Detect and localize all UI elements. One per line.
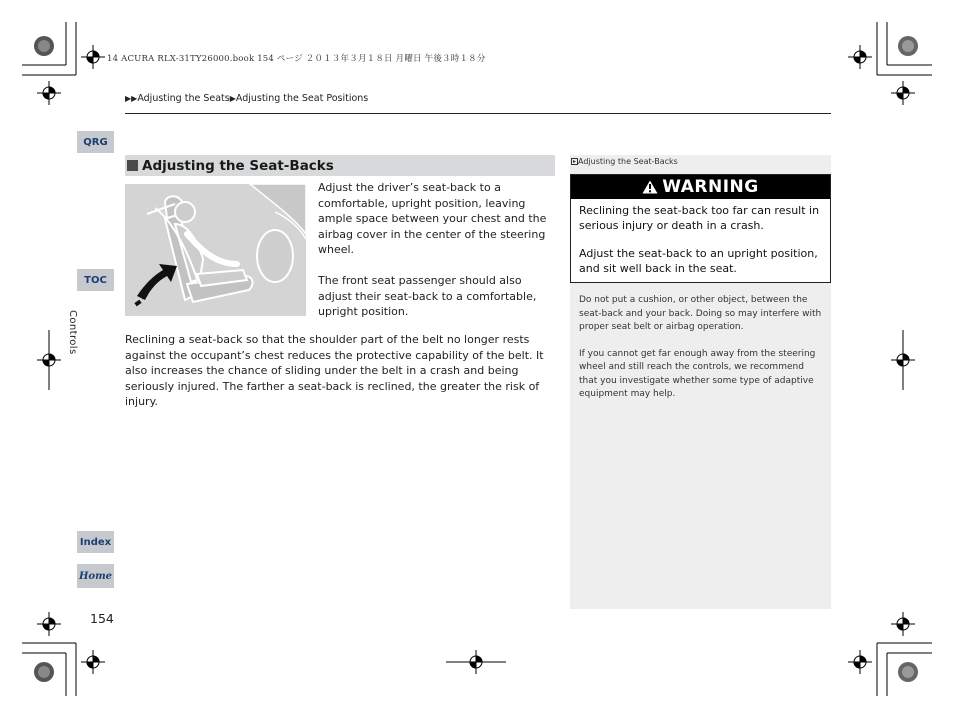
section-square-icon [127,160,138,171]
warning-box [570,174,831,283]
page-number: 154 [90,611,114,626]
triangle-icon: ▶ [229,94,236,103]
reference-label: Adjusting the Seat-Backs [578,157,678,166]
intro-text [318,180,558,335]
warning-paragraph: Adjust the seat-back to an upright position, and sit well back in the seat. [579,246,818,276]
warning-title: WARNING [662,177,759,197]
toc-button[interactable]: TOC [77,269,114,291]
breadcrumb [125,93,368,104]
sidebar-reference [571,157,678,166]
warning-heading [571,175,830,199]
home-button[interactable] [77,564,114,588]
section-label: Controls [67,310,78,355]
section-heading-bar [125,155,555,176]
body-paragraph: Reclining a seat-back so that the shoulder part of the belt no longer rests against the occupant’s chest reduces the protective capability of the belt. It also increases the chance of sliding under the belt in a crash and being seriously injured. The farther a seat-back is reclined, the greater the risk of injury. [125,333,544,409]
breadcrumb-item-seats[interactable]: Adjusting the Seats [137,93,230,104]
sidebar-notes [579,294,825,415]
breadcrumb-item-positions[interactable]: Adjusting the Seat Positions [235,93,369,104]
seat-back-illustration [125,184,306,316]
index-button[interactable]: Index [77,531,114,553]
reference-icon: ▸ [572,158,576,165]
intro-paragraph: The front seat passenger should also adjust their seat-back to a comfortable, upright position. [318,273,537,319]
warning-body [571,199,830,277]
note-paragraph: If you cannot get far enough away from the steering wheel and still reach the controls, we recommend that you investigate whether some type of adaptive equipment may help. [579,348,816,399]
header-divider [125,113,831,114]
home-label: Home [78,570,113,582]
intro-paragraph: Adjust the driver’s seat-back to a comfortable, upright position, leaving ample space between your chest and the airbag cover in the center of the steering wheel. [318,181,547,257]
print-header: 14 ACURA RLX-31TY26000.book 154 ページ ２０１３年３月１８日 月曜日 午後３時１８分 [107,54,486,64]
warning-triangle-icon [642,180,658,194]
double-triangle-icon: ▶▶ [125,94,138,103]
warning-paragraph: Reclining the seat-back too far can result in serious injury or death in a crash. [579,204,820,233]
section-title: Adjusting the Seat-Backs [142,157,334,174]
note-paragraph: Do not put a cushion, or other object, between the seat-back and your back. Doing so may interfere with proper seat belt or airbag operation. [579,295,822,332]
qrg-button[interactable]: QRG [77,131,114,153]
